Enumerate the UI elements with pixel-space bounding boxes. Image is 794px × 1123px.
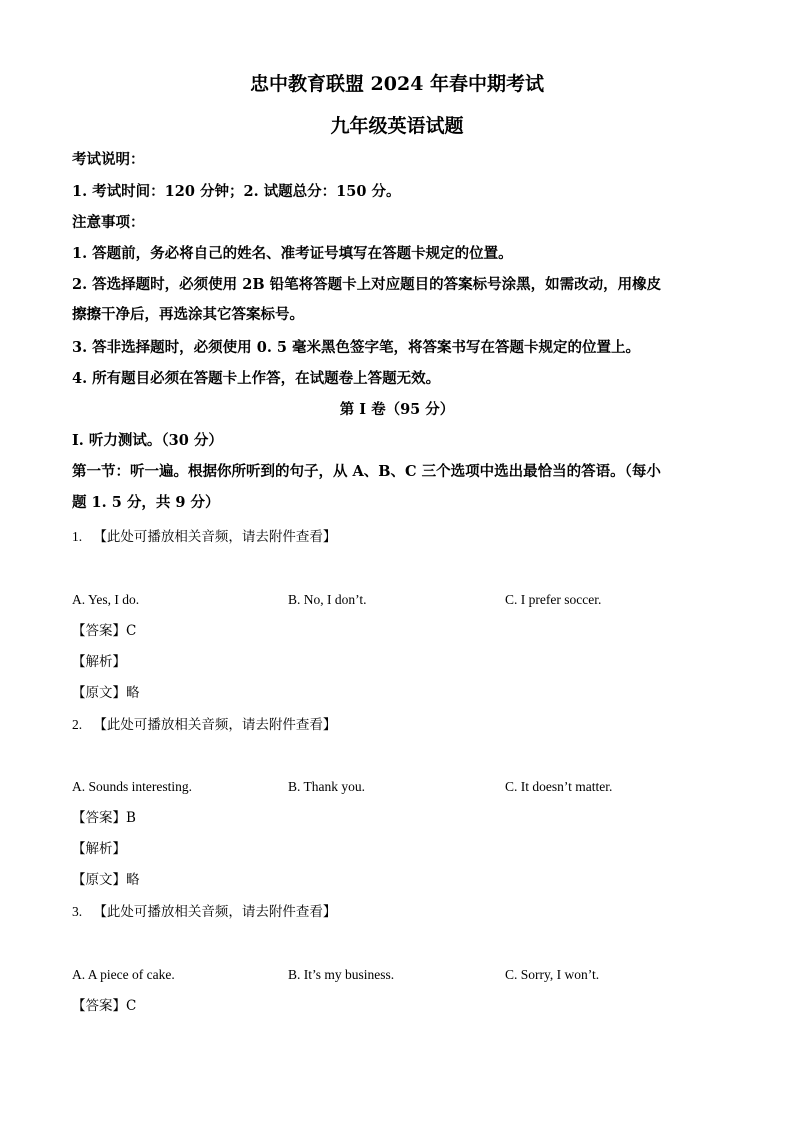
part-label: 第 I 卷（95 分） <box>339 401 455 418</box>
option-a: A. Yes, I do. <box>72 592 140 607</box>
option-c: C. Sorry, I won’t. <box>505 967 600 982</box>
option-c: C. It doesn’t matter. <box>505 779 613 794</box>
audio-prompt: 【此处可播放相关音频，请去附件查看】 <box>93 529 337 544</box>
section-heading: I. 听力测试。（30 分） <box>72 432 223 449</box>
original-text-label: 【原文】略 <box>72 685 140 701</box>
analysis-label: 【解析】 <box>72 841 126 857</box>
note-1: 1. 答题前，务必将自己的姓名、准考证号填写在答题卡规定的位置。 <box>72 245 513 262</box>
note-2: 2. 答选择题时，必须使用 2B 铅笔将答题卡上对应题目的答案标号涂黑，如需改动，用橡皮 <box>72 276 662 293</box>
notes-heading: 注意事项： <box>72 214 145 231</box>
instructions-heading: 考试说明： <box>72 151 145 168</box>
question-number: 2. <box>72 717 83 732</box>
answer-label: 【答案】C <box>72 998 137 1014</box>
option-a: A. Sounds interesting. <box>72 779 192 794</box>
question-number: 3. <box>72 904 83 919</box>
exam-subtitle: 九年级英语试题 <box>330 115 464 137</box>
note-3: 3. 答非选择题时，必须使用 0. 5 毫米黑色签字笔，将答案书写在答题卡规定的位置上。 <box>72 339 641 356</box>
exam-duration-line: 1. 考试时间：120 分钟；2. 试题总分：150 分。 <box>72 183 401 200</box>
subsection-heading: 第一节：听一遍。根据你所听到的句子，从 A、B、C 三个选项中选出最恰当的答语。（每小 <box>72 463 661 480</box>
audio-prompt: 【此处可播放相关音频，请去附件查看】 <box>93 717 337 732</box>
analysis-label: 【解析】 <box>72 654 126 670</box>
original-text-label: 【原文】略 <box>72 872 140 888</box>
question-1 <box>72 527 336 547</box>
option-b: B. It’s my business. <box>288 967 395 982</box>
option-b: B. No, I don’t. <box>288 592 367 607</box>
question-3 <box>72 902 336 922</box>
option-b: B. Thank you. <box>288 779 365 794</box>
note-2-continued: 擦擦干净后，再选涂其它答案标号。 <box>72 306 304 323</box>
exam-title: 忠中教育联盟 2024 年春中期考试 <box>249 73 545 95</box>
option-c: C. I prefer soccer. <box>505 592 602 607</box>
option-a: A. A piece of cake. <box>72 967 175 982</box>
answer-label: 【答案】B <box>72 810 136 826</box>
note-4: 4. 所有题目必须在答题卡上作答，在试题卷上答题无效。 <box>72 370 441 387</box>
question-2 <box>72 715 336 735</box>
audio-prompt: 【此处可播放相关音频，请去附件查看】 <box>93 904 337 919</box>
question-number: 1. <box>72 529 83 544</box>
answer-label: 【答案】C <box>72 623 137 639</box>
subsection-heading-continued: 题 1. 5 分，共 9 分） <box>72 494 220 511</box>
